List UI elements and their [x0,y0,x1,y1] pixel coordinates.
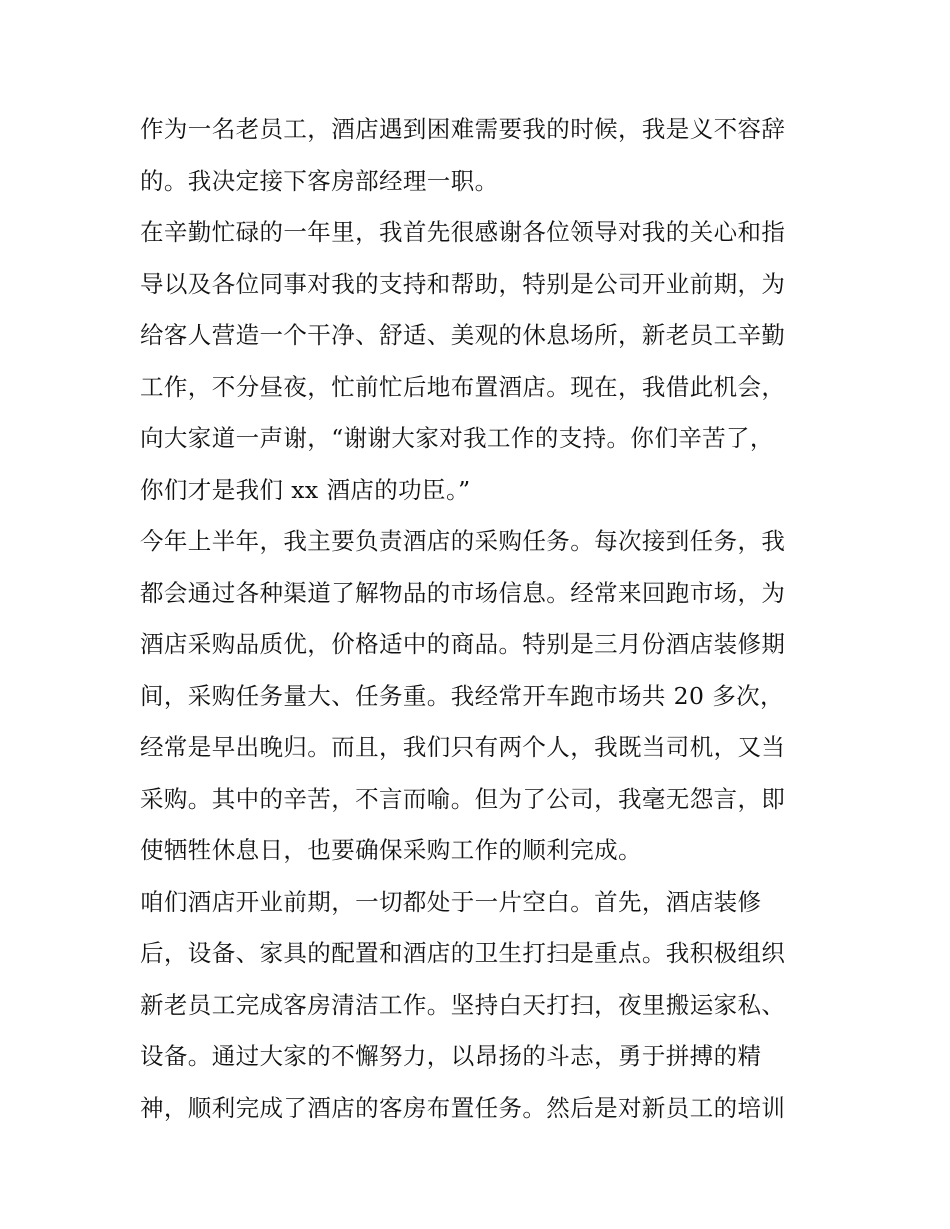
text-line: 向大家道一声谢，“谢谢大家对我工作的支持。你们辛苦了， [140,424,774,452]
text-line: 导以及各位同事对我的支持和帮助，特别是公司开业前期，为 [140,269,786,298]
text-line: 给客人营造一个干净、舒适、美观的休息场所，新老员工辛勤 [140,321,786,349]
text-line: 今年上半年，我主要负责酒店的采购任务。每次接到任务，我 [140,527,786,555]
text-line: 神，顺利完成了酒店的客房布置任务。然后是对新员工的培训 [140,1093,786,1122]
text-line: 的。我决定接下客房部经理一职。 [140,166,499,195]
text-line: 使牺牲休息日，也要确保采购工作的顺利完成。 [140,836,642,864]
text-line: 设备。通过大家的不懈努力，以昂扬的斗志，勇于拼搏的精 [140,1042,762,1070]
text-line: 工作，不分昼夜，忙前忙后地布置酒店。现在，我借此机会， [140,372,786,401]
text-line: 咱们酒店开业前期，一切都处于一片空白。首先，酒店装修 [140,887,762,916]
text-line: 新老员工完成客房清洁工作。坚持白天打扫，夜里搬运家私、 [140,990,786,1019]
text-line: 你们才是我们 xx 酒店的功臣。” [140,475,471,504]
text-line: 后，设备、家具的配置和酒店的卫生打扫是重点。我积极组织 [140,939,786,967]
text-line: 酒店采购品质优，价格适中的商品。特别是三月份酒店装修期 [140,630,786,658]
text-line: 采购。其中的辛苦，不言而喻。但为了公司，我毫无怨言，即 [140,784,786,813]
text-line: 间，采购任务量大、任务重。我经常开车跑市场共 20 多次， [140,681,784,710]
text-line: 都会通过各种渠道了解物品的市场信息。经常来回跑市场，为 [140,578,786,607]
text-line: 经常是早出晚归。而且，我们只有两个人，我既当司机，又当 [140,733,786,761]
document-body [140,104,820,1134]
text-line: 在辛勤忙碌的一年里，我首先很感谢各位领导对我的关心和指 [140,218,786,246]
text-line: 作为一名老员工，酒店遇到困难需要我的时候，我是义不容辞 [140,115,786,143]
